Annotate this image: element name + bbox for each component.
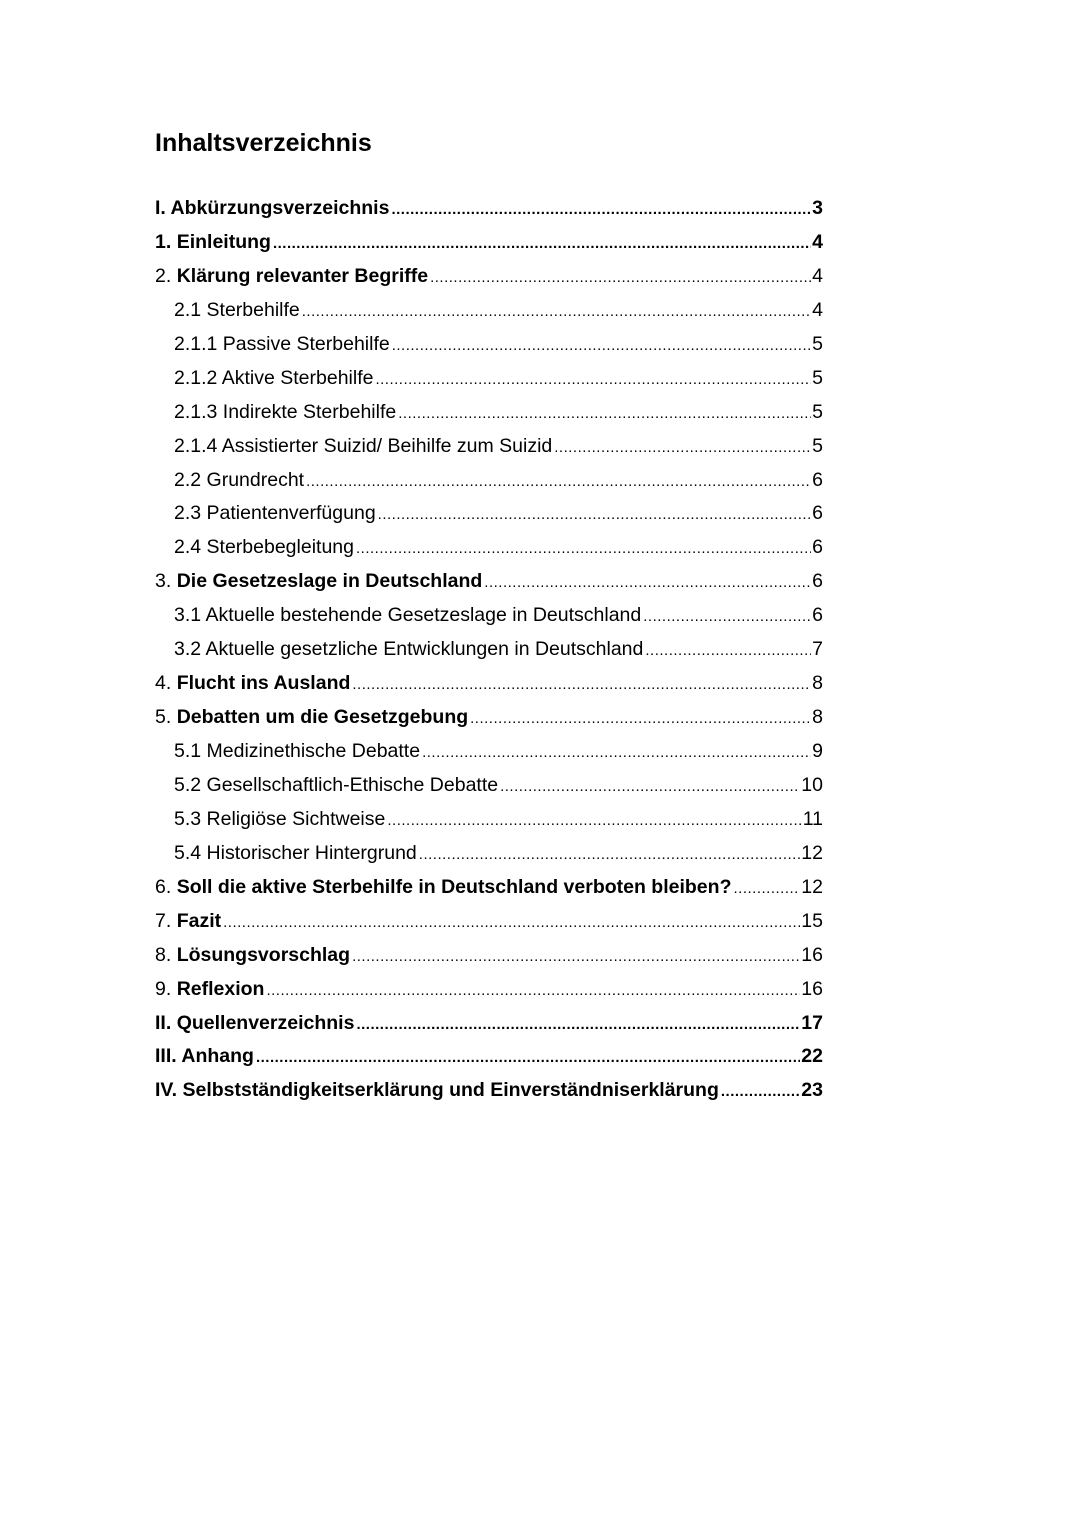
toc-entry-number: 2.4 [174,536,202,559]
toc-entry-title: Religiöse Sichtweise [206,807,386,830]
toc-entry-title: Aktuelle bestehende Gesetzeslage in Deutschland [205,604,642,627]
toc-entry-number: 5.4 [174,841,202,864]
toc-entry-page-number: 6 [812,502,823,525]
dot-leader [430,261,811,294]
dot-leader [643,600,811,633]
toc-entry-label [155,1040,254,1074]
toc-entry-title: Selbstständigkeitserklärung und Einverständniserklärung [182,1079,719,1102]
toc-entry-page-number: 6 [812,536,823,559]
toc-entry-label [155,1007,354,1041]
dot-leader [266,974,800,1007]
toc-entry-title: Medizinethische Debatte [206,740,421,762]
toc-entry-title: Sterbebegleitung [206,536,354,559]
toc-entry-number: 2.3 [174,502,202,525]
toc-entry[interactable] [155,701,823,735]
toc-entry-label [155,973,264,1007]
toc-entry[interactable] [155,973,823,1007]
toc-entry-page-number: 16 [801,977,823,1000]
toc-entry[interactable] [155,531,823,565]
toc-entry-page-number: 7 [812,638,823,661]
dot-leader [256,1041,800,1074]
dot-leader [721,1075,800,1108]
toc-entry-page-number: 6 [812,570,823,593]
toc-entry-label [174,362,373,396]
toc-entry-title: Quellenverzeichnis [176,1011,355,1034]
toc-entry-label [174,837,417,871]
toc-entry-label [174,769,498,803]
toc-entry-page-number: 15 [801,909,823,932]
toc-entry-number: IV. [155,1079,178,1102]
toc-entry[interactable] [155,226,823,260]
toc-entry-label [174,294,300,328]
toc-entry[interactable] [155,430,823,464]
toc-entry-label [155,226,271,260]
dot-leader [387,804,801,837]
toc-entry[interactable] [155,633,823,667]
toc-entry-page-number: 3 [812,197,823,219]
dot-leader [391,193,811,226]
toc-entry-page-number: 8 [812,706,823,729]
toc-entry[interactable] [155,803,823,837]
dot-leader [470,702,811,735]
toc-entry-number: 3.1 [174,604,202,627]
dot-leader [484,566,811,599]
toc-entry-label [155,667,350,701]
toc-entry-page-number: 17 [801,1011,823,1034]
dot-leader [375,363,811,396]
toc-entry-label [155,1074,719,1108]
dot-leader [419,838,801,871]
toc-entry[interactable] [155,362,823,396]
dot-leader [500,770,800,803]
toc-entry[interactable] [155,328,823,362]
toc-entry-label [174,633,643,667]
toc-entry-title: Grundrecht [206,468,305,491]
toc-entry-page-number: 5 [812,332,823,355]
dot-leader [352,668,811,701]
toc-entry-title: Die Gesetzeslage in Deutschland [176,570,483,593]
toc-entry-page-number: 4 [812,230,823,253]
toc-entry-page-number: 9 [812,740,823,762]
toc-entry-label [155,871,731,905]
dot-leader [302,295,811,328]
toc-entry[interactable] [155,565,823,599]
toc-entry-label [174,396,396,430]
toc-entry[interactable] [155,735,823,769]
toc-entry-page-number: 4 [812,298,823,321]
toc-entry-page-number: 10 [801,773,823,796]
toc-entry[interactable] [155,667,823,701]
toc-entry-label [155,701,468,735]
toc-entry-number: 2.1.3 [174,400,218,423]
toc-entry-title: Reflexion [176,977,265,1000]
toc-entry[interactable] [155,464,823,498]
toc-entry-page-number: 22 [801,1045,823,1068]
toc-entry-page-number: 12 [801,875,823,898]
toc-entry-page-number: 5 [812,434,823,457]
toc-entry[interactable] [155,1040,823,1074]
toc-entry-label [155,905,221,939]
toc-entry-page-number: 12 [801,841,823,864]
toc-entry-title: Lösungsvorschlag [176,943,351,966]
toc-entry[interactable] [155,939,823,973]
toc-entry-title: Passive Sterbehilfe [222,332,390,355]
toc-entry-title: Flucht ins Ausland [176,672,351,695]
toc-entry-page-number: 5 [812,400,823,423]
toc-entry-label [155,565,482,599]
toc-entry[interactable] [155,599,823,633]
toc-entry-page-number: 4 [812,264,823,287]
dot-leader [223,906,800,939]
toc-entry-number: 2.1.1 [174,332,218,355]
toc-entry-title: Assistierter Suizid/ Beihilfe zum Suizid [221,434,553,457]
dot-leader [645,634,811,667]
toc-entry-label [174,531,354,565]
dot-leader [554,431,811,464]
toc-entry-title: Sterbehilfe [206,298,300,321]
toc-entry-number: I. [155,197,166,219]
toc-entry[interactable] [155,396,823,430]
toc-entry-label [155,192,389,226]
dot-leader [352,940,800,973]
toc-entry-number: 2.2 [174,468,202,491]
toc-entry-page-number: 11 [802,807,823,830]
toc-entry[interactable] [155,1007,823,1041]
toc-entry-number: 2.1.2 [174,366,218,389]
dot-leader [356,1008,800,1041]
toc-entry-number: 2.1.4 [174,434,218,457]
toc-entry[interactable] [155,769,823,803]
toc-entry-title: Patientenverfügung [206,502,376,525]
toc-entry-label [174,464,304,498]
dot-leader [306,465,811,498]
toc-entry-label [174,803,385,837]
toc-entry[interactable] [155,192,823,226]
toc-entry-number: III. [155,1045,177,1068]
toc-entry-label [174,328,390,362]
toc-entry-title: Klärung relevanter Begriffe [176,264,429,287]
toc-entry-page-number: 16 [801,943,823,966]
toc-entry-number: 9. [155,977,172,1000]
toc-entry-title: Aktuelle gesetzliche Entwicklungen in Deutschland [205,638,644,661]
toc-entry-number: 5.1 [174,740,202,762]
toc-entry-number: 5. [155,706,172,729]
toc-entry-page-number: 5 [812,366,823,389]
toc-entry-title: Einleitung [176,230,271,253]
toc-entry-page-number: 8 [812,672,823,695]
dot-leader [273,227,811,260]
table-of-contents [155,192,823,1108]
toc-entry-number: 3.2 [174,638,202,661]
toc-entry-page-number: 6 [812,604,823,627]
toc-entry-label [174,430,552,464]
toc-entry[interactable] [155,497,823,531]
toc-entry-number: 8. [155,943,172,966]
dot-leader [398,397,811,430]
toc-entry-number: 5.3 [174,807,202,830]
toc-entry-title: Fazit [176,909,222,932]
toc-entry-number: 4. [155,672,172,695]
toc-entry-title: Aktive Sterbehilfe [221,366,374,389]
toc-entry-number: 3. [155,570,172,593]
toc-entry-label [174,599,641,633]
toc-entry-number: 2. [155,264,172,287]
toc-entry-label [174,497,376,531]
dot-leader [392,329,811,362]
toc-entry-page-number: 6 [812,468,823,491]
toc-entry[interactable] [155,294,823,328]
toc-entry-number: 2.1 [174,298,202,321]
toc-entry-number: 7. [155,909,172,932]
dot-leader [356,532,811,565]
dot-leader [422,736,811,769]
toc-entry-title: Gesellschaftlich-Ethische Debatte [206,773,499,796]
toc-entry[interactable] [155,905,823,939]
toc-entry-label [174,735,420,769]
toc-entry-number: 5.2 [174,773,202,796]
dot-leader [733,872,800,905]
toc-entry-title: Soll die aktive Sterbehilfe in Deutschland verboten bleiben? [176,875,732,898]
toc-entry-title: Historischer Hintergrund [206,841,417,864]
toc-entry-title: Anhang [181,1045,254,1068]
toc-entry-title: Indirekte Sterbehilfe [222,400,397,423]
toc-entry-label [155,939,350,973]
toc-entry-title: Abkürzungsverzeichnis [170,197,390,219]
toc-entry[interactable] [155,1074,823,1108]
toc-entry-page-number: 23 [801,1079,823,1102]
toc-entry[interactable] [155,871,823,905]
dot-leader [378,498,811,531]
toc-entry-number: 6. [155,875,172,898]
toc-entry-number: 1. [155,230,172,253]
toc-entry[interactable] [155,260,823,294]
toc-entry-label [155,260,428,294]
page-title: Inhaltsverzeichnis [155,129,372,157]
toc-entry-title: Debatten um die Gesetzgebung [176,706,469,729]
toc-entry-number: II. [155,1011,172,1034]
toc-entry[interactable] [155,837,823,871]
